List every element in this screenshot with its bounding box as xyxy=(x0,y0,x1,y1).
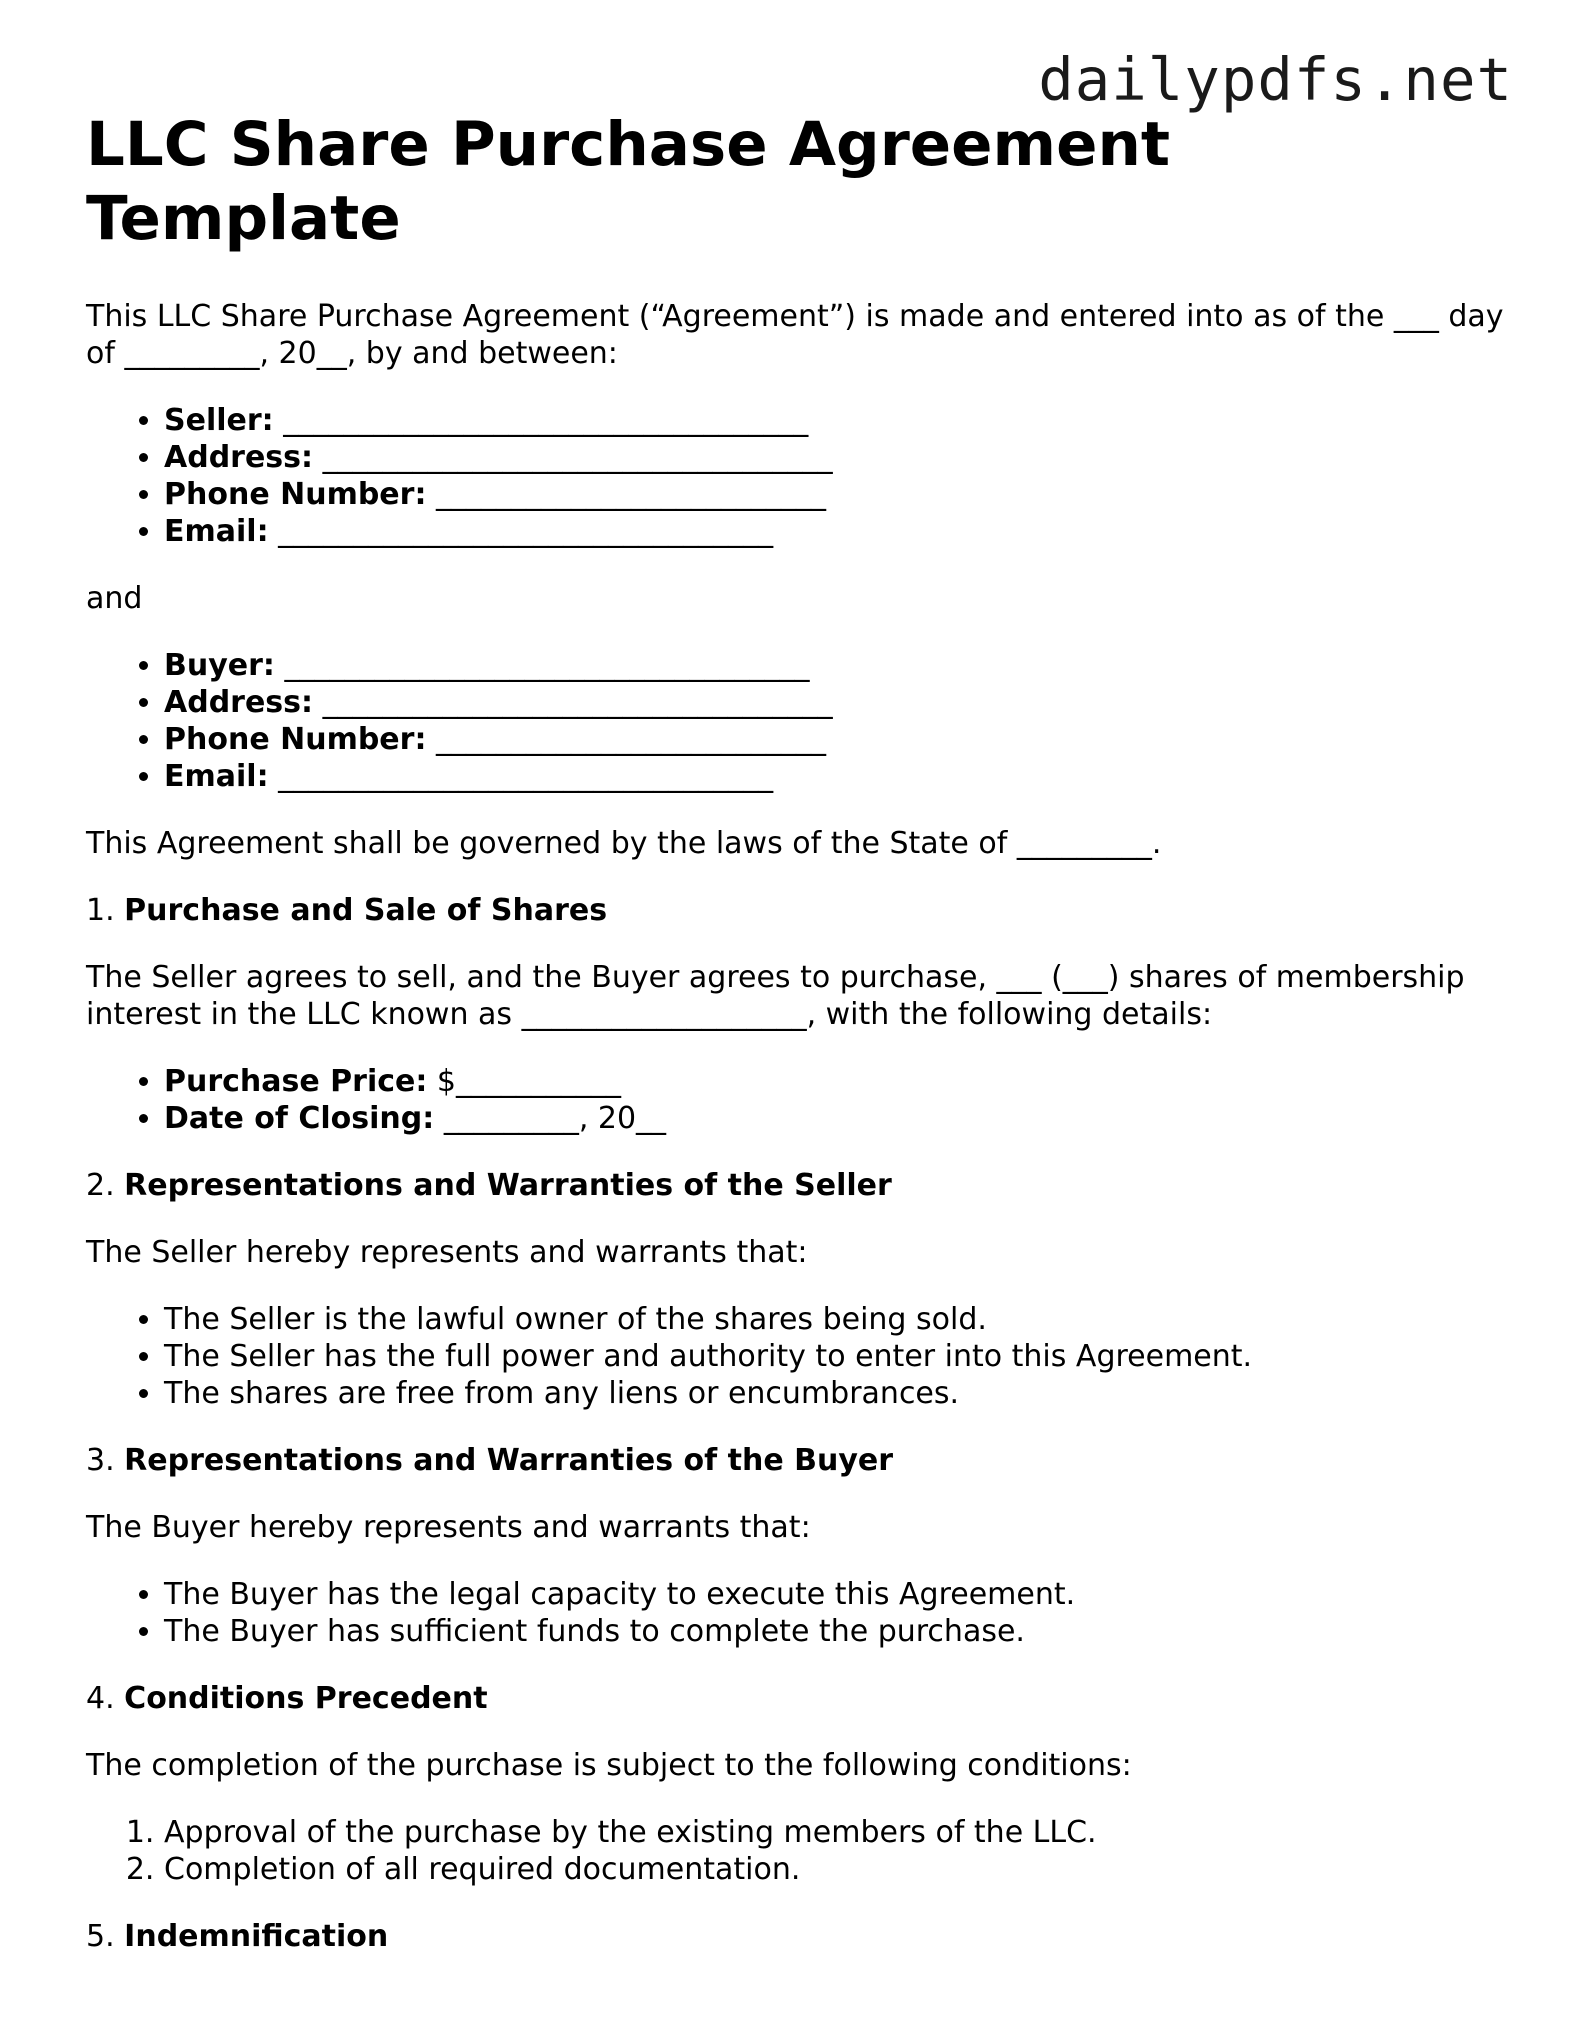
and-text: and xyxy=(86,581,143,616)
seller-phone-field: • Phone Number: __________________________ xyxy=(164,476,1506,513)
buyer-warranties-list xyxy=(86,1576,1506,1650)
section-heading: 2. Representations and Warranties of the Seller xyxy=(86,1168,892,1203)
section-heading: 5. Indemnification xyxy=(86,1919,389,1954)
watermark-text: dailypdfs.net xyxy=(1038,45,1513,114)
section-heading: 1. Purchase and Sale of Shares xyxy=(86,893,608,928)
list-item: • The shares are free from any liens or encumbrances. xyxy=(164,1375,1506,1412)
section-body: The Buyer hereby represents and warrants that: xyxy=(86,1510,811,1545)
buyer-address-field: • Address: __________________________________ xyxy=(164,684,1506,721)
list-item: • The Buyer has sufficient funds to complete the purchase. xyxy=(164,1613,1506,1650)
seller-email-field: • Email: _________________________________ xyxy=(164,513,1506,550)
seller-warranties-list xyxy=(86,1301,1506,1412)
purchase-details-list xyxy=(86,1063,1506,1137)
buyer-details-list xyxy=(86,647,1506,795)
section-heading: 3. Representations and Warranties of the Buyer xyxy=(86,1443,894,1478)
list-item: 2. Completion of all required documentation. xyxy=(164,1851,1506,1888)
seller-address-field: • Address: __________________________________ xyxy=(164,439,1506,476)
buyer-email-field: • Email: _________________________________ xyxy=(164,758,1506,795)
seller-details-list xyxy=(86,402,1506,550)
section-heading: 4. Conditions Precedent xyxy=(86,1681,488,1716)
section-body: The completion of the purchase is subject to the following conditions: xyxy=(86,1748,1132,1783)
closing-date-field: • Date of Closing: _________, 20__ xyxy=(164,1100,1506,1137)
buyer-name-field: • Buyer: ___________________________________ xyxy=(164,647,1506,684)
section-body: The Seller hereby represents and warrants that: xyxy=(86,1235,808,1270)
intro-paragraph: This LLC Share Purchase Agreement (“Agreement”) is made and entered into as of the ___ day of _________, 20__, by and between: xyxy=(86,299,1504,371)
list-item: • The Seller is the lawful owner of the shares being sold. xyxy=(164,1301,1506,1338)
list-item: • The Buyer has the legal capacity to execute this Agreement. xyxy=(164,1576,1506,1613)
governing-law-paragraph: This Agreement shall be governed by the laws of the State of _________. xyxy=(86,826,1162,861)
seller-name-field: • Seller: ___________________________________ xyxy=(164,402,1506,439)
document-body xyxy=(86,298,1506,1985)
list-item: • The Seller has the full power and authority to enter into this Agreement. xyxy=(164,1338,1506,1375)
document-title: LLC Share Purchase Agreement Template xyxy=(86,109,1171,254)
list-item: 1. Approval of the purchase by the existing members of the LLC. xyxy=(164,1814,1506,1851)
conditions-list xyxy=(86,1814,1506,1888)
buyer-phone-field: • Phone Number: __________________________ xyxy=(164,721,1506,758)
section-body: The Seller agrees to sell, and the Buyer agrees to purchase, ___ (___) shares of membership interest in the LLC known as ___________________, with the following details: xyxy=(86,960,1465,1032)
purchase-price-field: • Purchase Price: $___________ xyxy=(164,1063,1506,1100)
